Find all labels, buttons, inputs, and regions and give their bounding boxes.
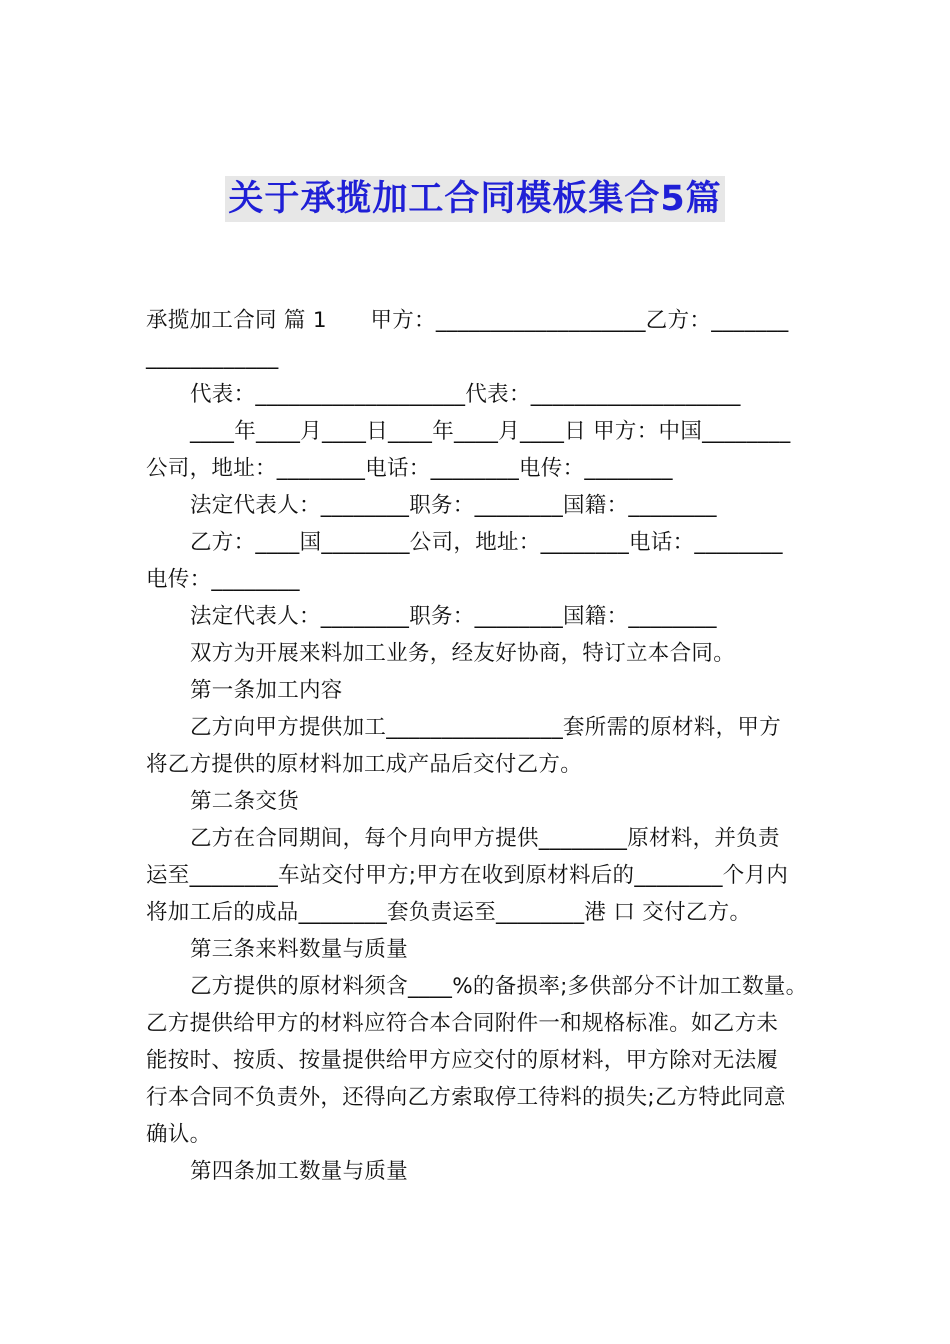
body-line-5: 公司，地址：________电话：________电传：________	[146, 456, 673, 481]
document-body	[146, 302, 818, 1190]
section-heading-4: 第四条加工数量与质量	[190, 1159, 409, 1184]
body-line-9: 法定代表人：________职务：________国籍：________	[190, 604, 717, 629]
section-heading-2: 第二条交货	[190, 789, 300, 814]
body-line-20: 乙方提供给甲方的材料应符合本合同附件一和规格标准。如乙方未	[146, 1011, 779, 1036]
body-line-7: 乙方：____国________公司，地址：________电话：________	[190, 530, 783, 555]
body-line-16: 运至________车站交付甲方;甲方在收到原材料后的________个月内	[146, 863, 789, 888]
body-line-6: 法定代表人：________职务：________国籍：________	[190, 493, 717, 518]
document-title-container	[0, 176, 950, 222]
body-line-23: 确认。	[146, 1122, 212, 1147]
body-line-22: 行本合同不负责外，还得向乙方索取停工待料的损失;乙方特此同意	[146, 1085, 786, 1110]
body-line-10: 双方为开展来料加工业务，经友好协商，特订立本合同。	[190, 641, 736, 666]
body-line-2: ____________	[146, 345, 279, 370]
body-line-17: 将加工后的成品________套负责运至________港 口 交付乙方。	[146, 900, 752, 925]
body-line-19: 乙方提供的原材料须含____%的备损率;多供部分不计加工数量。	[190, 974, 808, 999]
document-title: 关于承揽加工合同模板集合5篇	[225, 176, 724, 222]
body-line-3: 代表：___________________代表：___________________	[190, 382, 741, 407]
body-line-8: 电传：________	[146, 567, 300, 592]
body-line-4: ____年____月____日____年____月____日 甲方：中国________	[190, 419, 791, 444]
section-heading-1: 第一条加工内容	[190, 678, 343, 703]
body-line-12: 乙方向甲方提供加工________________套所需的原材料，甲方	[190, 715, 782, 740]
body-line-1: 承揽加工合同 篇 1 甲方：___________________乙方：_______	[146, 308, 789, 333]
section-heading-3: 第三条来料数量与质量	[190, 937, 409, 962]
body-line-13: 将乙方提供的原材料加工成产品后交付乙方。	[146, 752, 583, 777]
body-line-15: 乙方在合同期间，每个月向甲方提供________原材料，并负责	[190, 826, 780, 851]
body-line-21: 能按时、按质、按量提供给甲方应交付的原材料，甲方除对无法履	[146, 1048, 779, 1073]
